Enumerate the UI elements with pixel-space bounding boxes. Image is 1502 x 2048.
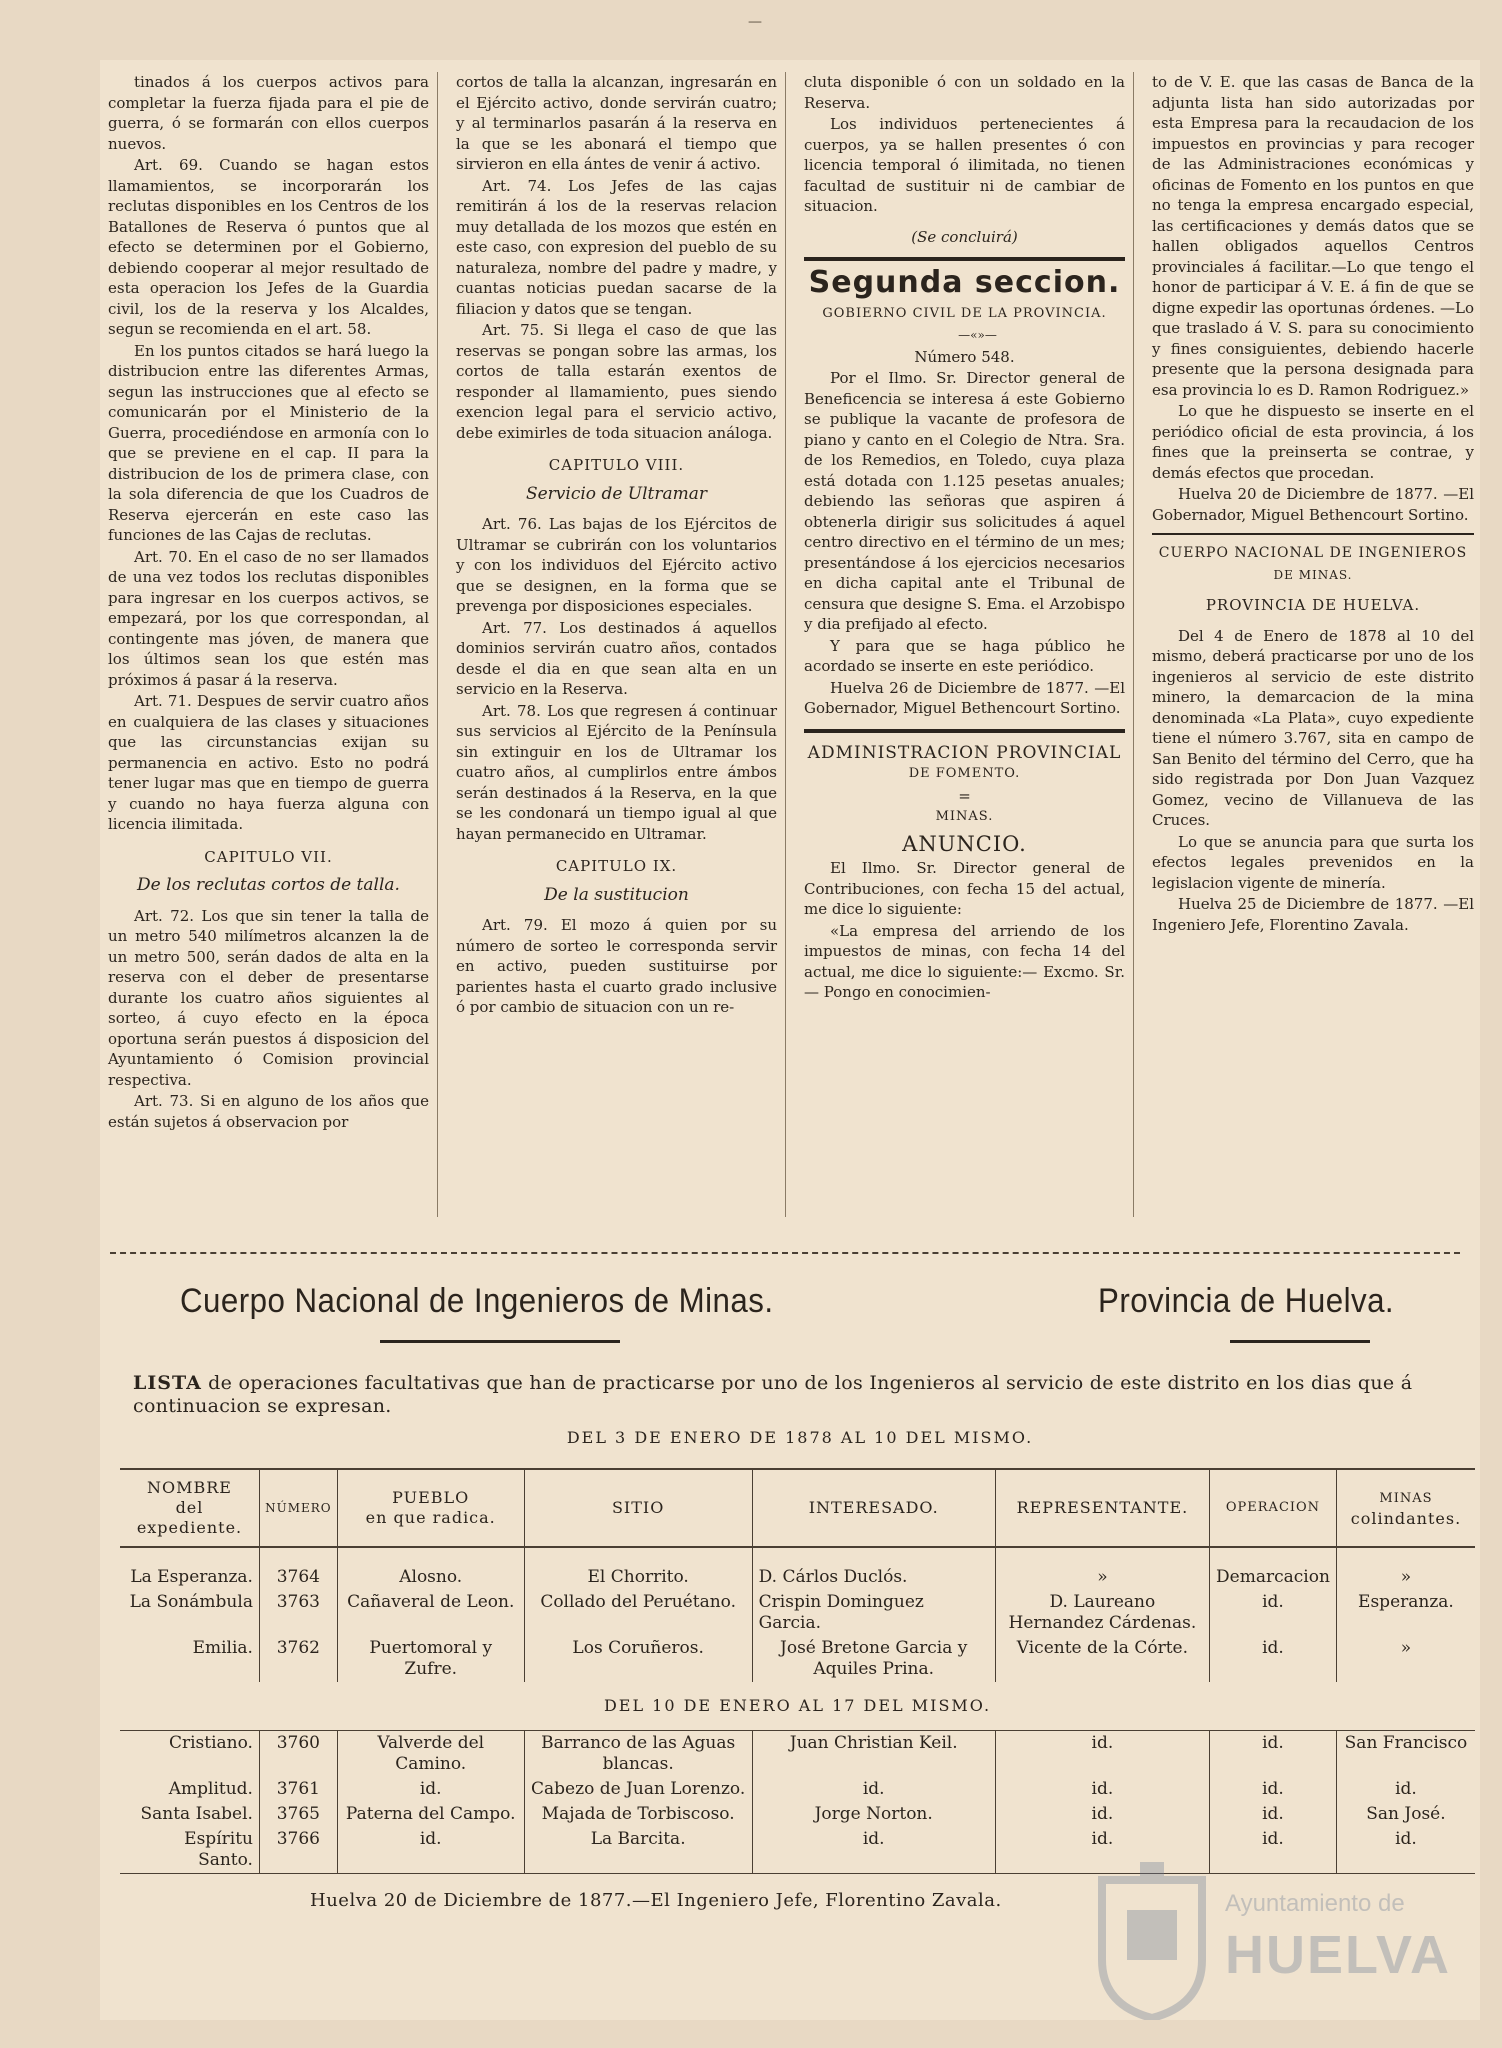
watermark-line1: Ayuntamiento de	[1225, 1890, 1405, 1917]
dashed-divider	[110, 1252, 1460, 1254]
anuncio-heading: ANUNCIO.	[902, 831, 1027, 856]
paragraph: cluta disponible ó con un soldado en la Reserva.	[804, 73, 1125, 112]
paragraph: «La empresa del arriendo de los impuestos de minas, con fecha 14 del actual, me dice lo siguiente:— Excmo. Sr. — Pongo en conocimien-	[804, 921, 1125, 1001]
paragraph: Huelva 26 de Diciembre de 1877. —El Gobernador, Miguel Bethencourt Sortino.	[804, 678, 1125, 717]
header-numero: NÚMERO	[259, 1469, 337, 1547]
paragraph: Por el Ilmo. Sr. Director general de Beneficencia se interesa á este Gobierno se publique la vacante de profesora de piano y canto en el Colegio de Ntra. Sra. de los Remedios, en Toledo, cuya plaza está dotada con 1.125 pesetas anuales; debiendo las señoras que aspiren á obtenerla dirigir sus solicitudes á aquel centro directivo en el término de un mes; presentándose á los ejercicios necesarios en dicha capital ante el Tribunal de censura que designe S. Ema. el Arzobispo y dia prefijado al efecto.	[804, 369, 1125, 633]
section-rule	[804, 257, 1125, 261]
paragraph: Huelva 25 de Diciembre de 1877. —El Ingeniero Jefe, Florentino Zavala.	[1152, 895, 1474, 934]
ornament: —«»—	[958, 328, 997, 342]
watermark-line2: HUELVA	[1225, 1925, 1451, 1985]
table-row: Santa Isabel. 3765 Paterna del Campo. Majada de Torbiscoso. Jorge Norton. id. id. San José.	[120, 1802, 1475, 1827]
top-mark: —	[748, 14, 762, 30]
paragraph: Los individuos pertenecientes á cuerpos, ya se hallen presentes ó con licencia temporal ó ilimitada, no tienen facultad de sustituir ni de cambiar de situacion.	[804, 115, 1125, 215]
period-label-1: DEL 3 DE ENERO DE 1878 AL 10 DEL MISMO.	[566, 1428, 1034, 1447]
header-nombre: NOMBRE del expediente.	[120, 1469, 259, 1547]
period-label-2: DEL 10 DE ENERO AL 17 DEL MISMO.	[603, 1696, 992, 1716]
paragraph: cortos de talla la alcanzan, ingresarán en el Ejército activo, donde servirán cuatro; y al terminarlos pasarán á la reserva en la que se les abonará el tiempo que sirvieron en ella ántes de venir á activo.	[456, 73, 777, 173]
bottom-title-left: Cuerpo Nacional de Ingenieros de Minas.	[180, 1282, 774, 1320]
chapter-heading: CAPITULO IX.	[555, 857, 678, 875]
paragraph: Art. 74. Los Jefes de las cajas remitirán á los de la reservas relacion muy detallada de los mozos que estén en este caso, con expresion del pueblo de su naturaleza, nombre del padre y madre, y cuantas noticias puedan sacarse de la filiacion y datos que se tengan.	[456, 176, 777, 318]
decorative-rule	[380, 1340, 620, 1343]
lista-intro	[133, 1372, 1473, 1418]
lista-text: de operaciones facultativas que han de practicarse por uno de los Ingenieros al servicio de este distrito en los dias que á continuacion se expresan.	[133, 1372, 1413, 1417]
paragraph: En los puntos citados se hará luego la distribucion entre las diferentes Armas, segun las instrucciones que al efecto se comunicarán por el Ministerio de la Guerra, procediéndose en armonía con lo que se previene en el cap. II para la distribucion de los de primera clase, con la sola diferencia de que los Cuadros de Reserva ejercerán en este caso las funciones de las Cajas de reclutas.	[108, 341, 429, 544]
chapter-subtitle: Servicio de Ultramar	[525, 483, 708, 504]
paragraph: El Ilmo. Sr. Director general de Contribuciones, con fecha 15 del actual, me dice lo siguiente:	[804, 859, 1125, 918]
paragraph: Art. 75. Si llega el caso de que las reservas se pongan sobre las armas, los cortos de talla estarán exentos de responder al llamamiento, pues siendo exencion legal para el servicio activo, debe eximirles de toda situacion análoga.	[456, 321, 777, 442]
header-representante: REPRESENTANTE.	[995, 1469, 1209, 1547]
paragraph: Huelva 20 de Diciembre de 1877. —El Gobernador, Miguel Bethencourt Sortino.	[1152, 485, 1474, 524]
table-row: La Sonámbula 3763 Cañaveral de Leon. Collado del Peruétano. Crispin Dominguez Garcia. D. Laureano Hernandez Cárdenas. id. Esperanza.	[120, 1590, 1475, 1636]
table-signature: Huelva 20 de Diciembre de 1877.—El Ingeniero Jefe, Florentino Zavala.	[310, 1890, 1002, 1911]
article-columns	[100, 72, 1474, 1217]
paragraph: Art. 70. En el caso de no ser llamados de una vez todos los reclutas disponibles para ingresar en los cuerpos activos, se empezará, por los que correspondan, al contingente mas jóven, de manera que los últimos sean los que estén mas próximos á pasar á la reserva.	[108, 547, 429, 689]
fomento-heading: DE FOMENTO.	[908, 766, 1021, 781]
decorative-rule	[1230, 1340, 1370, 1343]
header-minas: MINAS colindantes.	[1336, 1469, 1475, 1547]
bottom-title-right: Provincia de Huelva.	[1098, 1282, 1395, 1320]
chapter-heading: CAPITULO VII.	[204, 847, 333, 866]
paragraph: Art. 77. Los destinados á aquellos dominios servirán cuatro años, contados desde el dia en que sean alta en un servicio en la Reserva.	[456, 618, 777, 698]
header-sitio: SITIO	[524, 1469, 752, 1547]
table-row: Emilia. 3762 Puertomoral y Zufre. Los Coruñeros. José Bretone Garcia y Aquiles Prina. Vicente de la Córte. id. »	[120, 1636, 1475, 1682]
column-3	[796, 72, 1134, 1217]
paragraph: tinados á los cuerpos activos para completar la fuerza fijada para el pie de guerra, ó se formarán con ellos cuerpos nuevos.	[108, 73, 429, 153]
admin-heading: ADMINISTRACION PROVINCIAL	[807, 742, 1122, 763]
lista-lead: LISTA	[133, 1372, 202, 1394]
cuerpo-heading: CUERPO NACIONAL DE INGENIEROS	[1158, 545, 1468, 561]
header-interesado: INTERESADO.	[752, 1469, 995, 1547]
column-4	[1144, 72, 1482, 1217]
paragraph: Del 4 de Enero de 1878 al 10 del mismo, deberá practicarse por uno de los ingenieros al servicio de este distrito minero, la demarcacion de la mina denominada «La Plata», cuyo expediente tiene el número 3.767, sita en campo de San Benito del término del Cerro, que ha sido registrada por Don Juan Vazquez Gomez, vecino de Villanueva de las Cruces.	[1152, 626, 1474, 829]
gobierno-heading: GOBIERNO CIVIL DE LA PROVINCIA.	[822, 305, 1107, 321]
continuation-note: (Se concluirá)	[911, 227, 1018, 246]
table-row: La Esperanza. 3764 Alosno. El Chorrito. D. Cárlos Duclós. » Demarcacion »	[120, 1565, 1475, 1590]
paragraph: Art. 69. Cuando se hagan estos llamamientos, se incorporarán los reclutas disponibles en los Centros de los Batallones de Reserva ó puntos que al efecto se determinen por el Gobierno, debiendo cooperar al mejor resultado de esta operacion los Jefes de la Guardia civil, los de la reserva y los Alcaldes, segun se recomienda en el art. 58.	[108, 156, 429, 338]
paragraph: Art. 71. Despues de servir cuatro años en cualquiera de las clases y situaciones que las circunstancias exijan su permanencia en activo. Esto no podrá tener lugar mas que en tiempo de guerra y cuando no haya fuerza alguna con licencia ilimitada.	[108, 692, 429, 833]
ayuntamiento-watermark	[1092, 1860, 1492, 2030]
table-row: Espíritu Santo. 3766 id. La Barcita. id. id. id. id.	[120, 1827, 1475, 1874]
column-2	[448, 72, 786, 1217]
operations-table	[120, 1468, 1475, 1874]
period-row	[120, 1682, 1475, 1730]
paragraph: Lo que he dispuesto se inserte en el periódico oficial de esta provincia, á los fines que la preinserta se contrae, y demás efectos que procedan.	[1152, 402, 1474, 482]
paragraph: Art. 76. Las bajas de los Ejércitos de Ultramar se cubrirán con los voluntarios y con los individuos del Ejército activo que se designen, en la forma que se prevenga por disposiciones especiales.	[456, 515, 777, 615]
paragraph: Art. 78. Los que regresen á continuar sus servicios al Ejército de la Península sin extinguir en los de Ultramar los cuatro años, al cumplirlos entre ámbos serán destinados á la Reserva, en la que se les condonará un tiempo igual al que hayan permanecido en Ultramar.	[456, 701, 777, 843]
column-1	[100, 72, 438, 1217]
provincia-heading: PROVINCIA DE HUELVA.	[1205, 596, 1421, 614]
chapter-subtitle: De los reclutas cortos de talla.	[137, 875, 400, 895]
paragraph: Y para que se haga público he acordado se inserte en este periódico.	[804, 636, 1125, 675]
paragraph: Art. 79. El mozo á quien por su número de sorteo le corresponda servir en activo, pueden sustituirse por parientes hasta el cuarto grado inclusive ó por cambio de situacion con un re-	[456, 916, 777, 1016]
paragraph: to de V. E. que las casas de Banca de la adjunta lista han sido autorizadas por esta Empresa para la recaudacion de los impuestos en provincias y para recoger de las Administraciones económicas y oficinas de Fomento en los puntos en que no tenga la empresa encargado especial, las certificaciones y demás datos que se hallen obligados aquellos Centros provinciales á facilitar.—Lo que tengo el honor de participar á V. E. á fin de que se digne expedir las oportunas órdenes. —Lo que traslado á V. S. para su conocimiento y fines consiguientes, debiendo hacerle presente que la persona designada para esa provincia lo es D. Ramon Rodriguez.»	[1152, 73, 1474, 399]
paragraph: Lo que se anuncia para que surta los efectos legales prevenidos en la legislacion vigente de minería.	[1152, 832, 1474, 892]
coat-of-arms-icon	[1092, 1860, 1212, 2020]
paragraph: Art. 72. Los que sin tener la talla de un metro 540 milímetros alcanzen la de un metro 500, serán dados de alta en la reserva con el deber de presentarse durante los cuatro años siguientes al sorteo, á cuyo efecto en la época oportuna serán puestos á disposicion del Ayuntamiento ó Comision provincial respectiva.	[108, 906, 429, 1089]
chapter-subtitle: De la sustitucion	[544, 884, 689, 905]
minas-heading: MINAS.	[935, 809, 994, 824]
paragraph: Art. 73. Si en alguno de los años que están sujetos á observacion por	[108, 1092, 429, 1131]
header-operacion: OPERACION	[1210, 1469, 1337, 1547]
section-rule	[804, 729, 1125, 733]
deminas-heading: DE MINAS.	[1273, 567, 1353, 582]
table-row: Cristiano. 3760 Valverde del Camino. Barranco de las Aguas blancas. Juan Christian Keil. id. id. San Francisco	[120, 1730, 1475, 1777]
separator: =	[958, 786, 971, 805]
header-pueblo: PUEBLO en que radica.	[337, 1469, 524, 1547]
table-row: Amplitud. 3761 id. Cabezo de Juan Lorenzo. id. id. id. id.	[120, 1777, 1475, 1802]
numero-label: Número 548.	[914, 347, 1015, 366]
section-heading: Segunda seccion.	[808, 265, 1121, 300]
chapter-heading: CAPITULO VIII.	[548, 456, 685, 474]
section-rule	[1152, 533, 1474, 535]
table-header-row	[120, 1469, 1475, 1547]
